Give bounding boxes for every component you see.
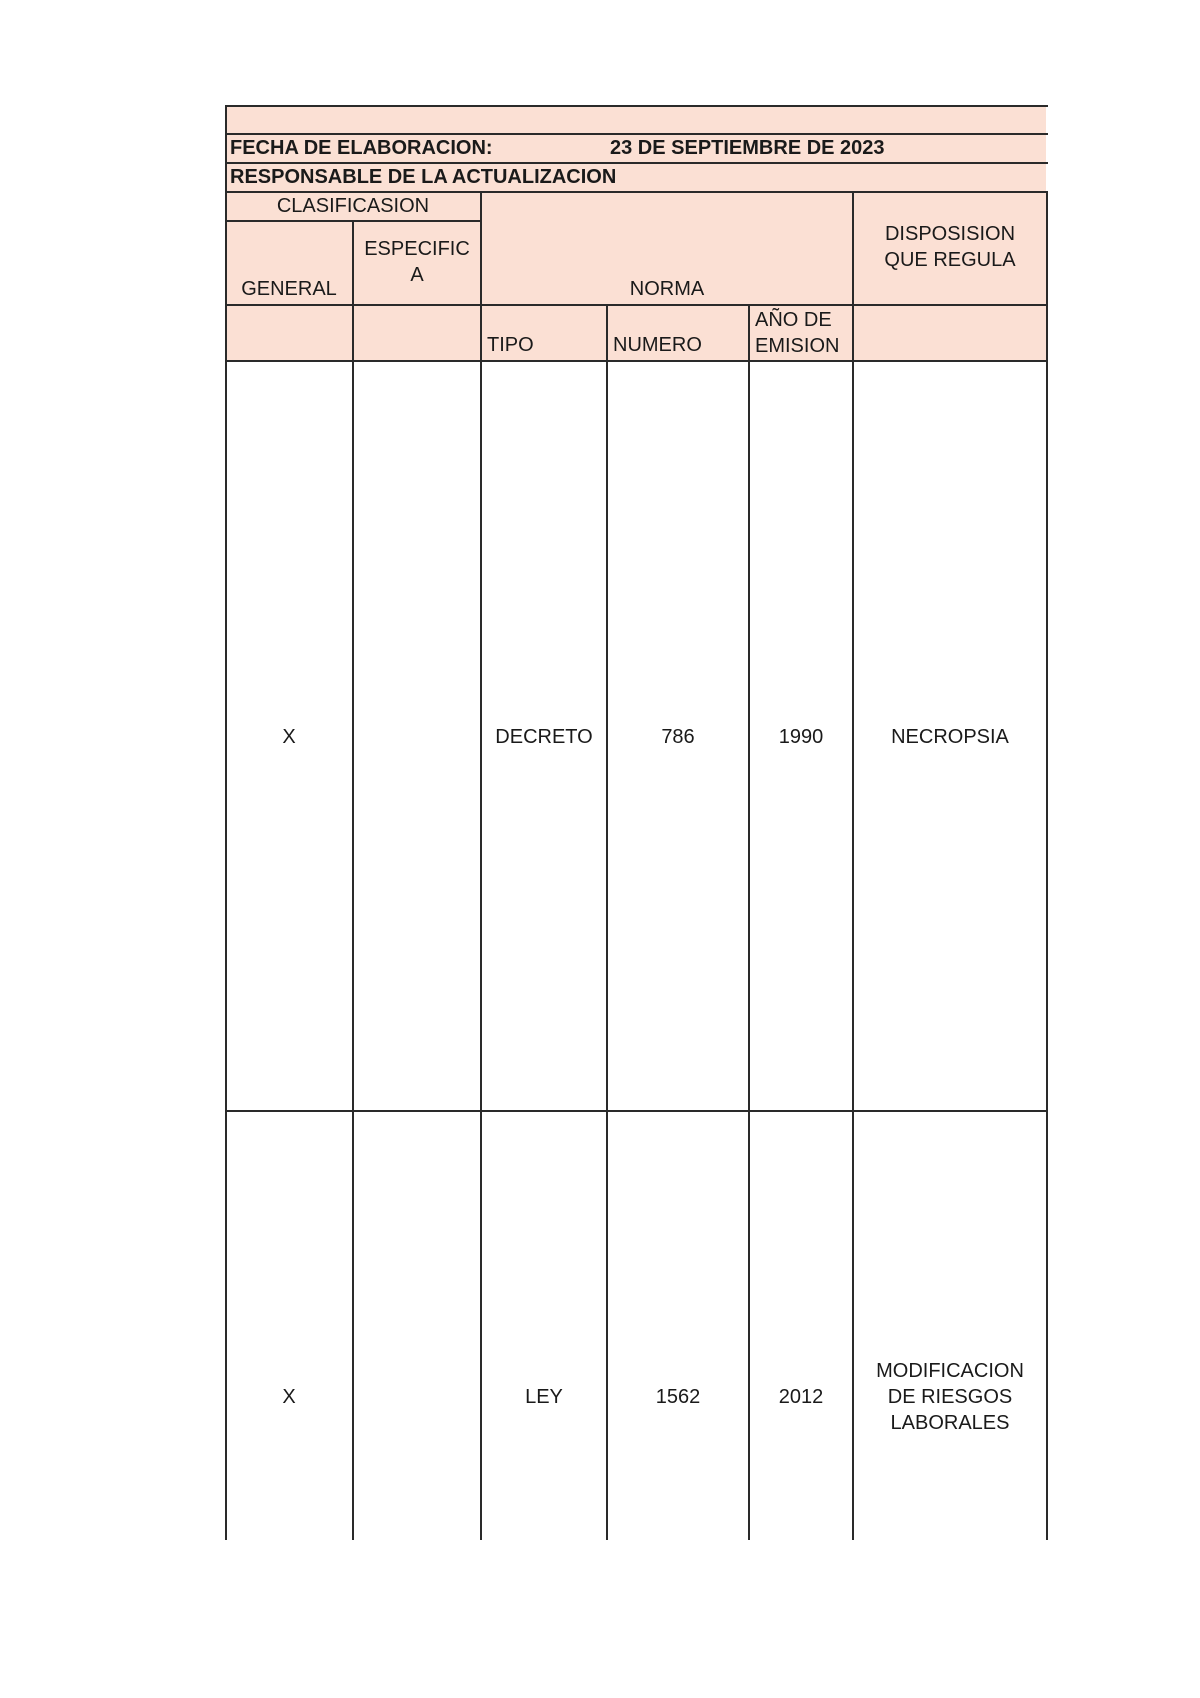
disposicion-header-line2: QUE REGULA xyxy=(884,249,1016,271)
grid-line xyxy=(1046,191,1048,1540)
grid-line xyxy=(226,133,1048,135)
table-row-2-anio: 2012 xyxy=(778,1386,824,1408)
especifica-header-line1: ESPECIFIC xyxy=(364,238,470,260)
grid-line xyxy=(226,105,1048,107)
fecha-label: FECHA DE ELABORACION: xyxy=(230,137,493,159)
table-row-2-disposicion-line3: LABORALES xyxy=(890,1412,1010,1434)
grid-line xyxy=(480,191,482,1540)
clasificacion-header: CLASIFICASION xyxy=(276,195,430,217)
norma-header: NORMA xyxy=(629,278,705,300)
table-row-2-disposicion-line2: DE RIESGOS xyxy=(887,1386,1013,1408)
table-row-1-numero: 786 xyxy=(661,726,695,748)
table-row-2-numero: 1562 xyxy=(655,1386,701,1408)
grid-line xyxy=(226,1110,1048,1112)
anio-header-line1: AÑO DE xyxy=(755,309,832,331)
table-row-1-disposicion-line1: NECROPSIA xyxy=(891,726,1009,748)
general-header: GENERAL xyxy=(241,278,337,300)
grid-line xyxy=(852,191,854,1540)
table-row-2-general: X xyxy=(282,1386,296,1408)
table-row-2-disposicion-line1: MODIFICACION xyxy=(876,1360,1024,1382)
table-row-1-general: X xyxy=(282,726,296,748)
disposicion-header xyxy=(854,192,1046,304)
disposicion-header-line1: DISPOSISION xyxy=(884,223,1016,245)
numero-header: NUMERO xyxy=(613,334,702,356)
fecha-value: 23 DE SEPTIEMBRE DE 2023 xyxy=(610,137,885,159)
grid-line xyxy=(226,162,1048,164)
especifica-header xyxy=(354,222,480,304)
grid-line xyxy=(226,191,1048,193)
tipo-header: TIPO xyxy=(487,334,534,356)
grid-line xyxy=(748,304,750,1540)
table-row-1-anio: 1990 xyxy=(778,726,824,748)
table-row-2-disposicion xyxy=(854,1112,1046,1682)
grid-line xyxy=(352,220,354,1540)
table-row-2-especifica xyxy=(354,1112,480,1682)
grid-line xyxy=(226,360,1048,362)
especifica-header-line2: A xyxy=(410,264,424,286)
table-row-2-tipo: LEY xyxy=(525,1386,563,1408)
grid-line xyxy=(226,220,482,222)
table-row-1-tipo: DECRETO xyxy=(495,726,593,748)
grid-line xyxy=(225,105,227,1540)
anio-header-line2: EMISION xyxy=(755,335,840,357)
table-row-1-especifica xyxy=(354,362,480,1112)
responsable-label: RESPONSABLE DE LA ACTUALIZACION xyxy=(230,166,617,188)
table-row-1-disposicion xyxy=(854,362,1046,1112)
anio-header xyxy=(750,306,852,360)
grid-line xyxy=(226,304,1048,306)
grid-line xyxy=(606,304,608,1540)
